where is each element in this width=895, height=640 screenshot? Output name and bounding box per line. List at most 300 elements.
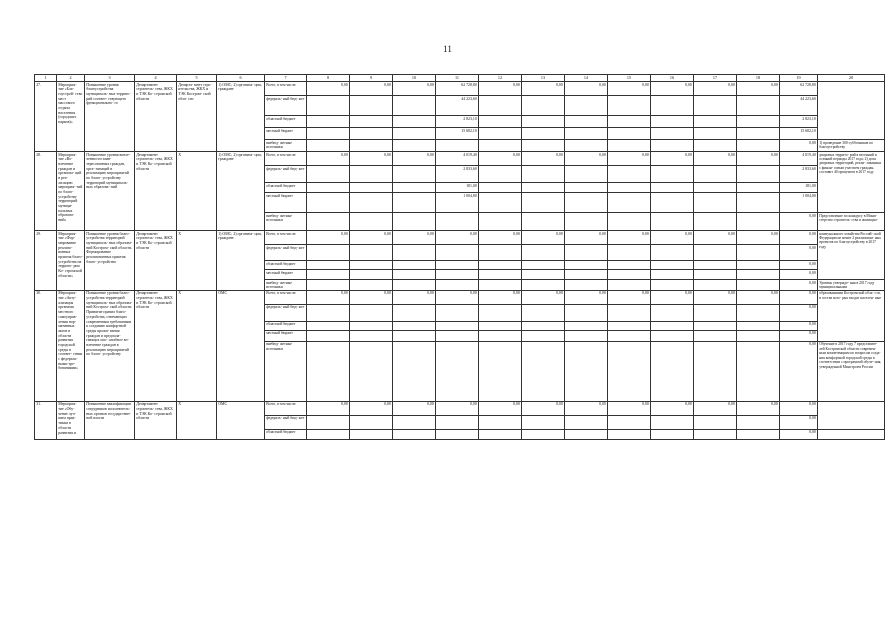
co-executor-cell: X xyxy=(177,231,217,291)
table-row xyxy=(35,231,885,245)
amount-cell xyxy=(608,96,651,116)
amount-cell xyxy=(651,341,694,401)
amount-cell xyxy=(651,304,694,321)
column-number-cell: 2 xyxy=(57,75,85,82)
amount-cell xyxy=(608,116,651,128)
amount-cell xyxy=(479,245,522,261)
amount-cell: 0,00 xyxy=(436,231,479,245)
amount-cell: 62 728,80 xyxy=(780,82,818,96)
amount-cell xyxy=(694,330,737,341)
amount-cell xyxy=(651,96,694,116)
amount-cell xyxy=(350,193,393,213)
amount-cell xyxy=(737,261,780,270)
amount-cell xyxy=(522,415,565,429)
amount-cell xyxy=(350,261,393,270)
amount-cell xyxy=(307,245,350,261)
amount-cell xyxy=(307,280,350,291)
amount-cell: 0,00 xyxy=(780,321,818,330)
amount-cell: 0,00 xyxy=(694,82,737,96)
amount-cell xyxy=(565,213,608,231)
amount-cell: 0,00 xyxy=(479,401,522,415)
amount-cell xyxy=(393,270,436,280)
column-number-row xyxy=(35,75,885,82)
amount-cell xyxy=(350,330,393,341)
amount-cell xyxy=(350,140,393,152)
amount-cell xyxy=(479,270,522,280)
amount-cell xyxy=(436,341,479,401)
funding-source-cell: федераль- ный бюд- жет xyxy=(265,166,307,183)
amount-cell xyxy=(651,321,694,330)
amount-cell xyxy=(350,429,393,439)
amount-cell xyxy=(651,213,694,231)
amount-cell: 0,00 xyxy=(522,231,565,245)
amount-cell xyxy=(479,321,522,330)
amount-cell xyxy=(436,245,479,261)
amount-cell xyxy=(393,193,436,213)
amount-cell xyxy=(393,429,436,439)
amount-cell: 0,00 xyxy=(694,401,737,415)
amount-cell xyxy=(479,261,522,270)
amount-cell: 0,00 xyxy=(608,82,651,96)
amount-cell: 2 823,10 xyxy=(780,116,818,128)
column-number-cell: 1 xyxy=(35,75,57,82)
funding-source-cell: областной бюджет xyxy=(265,261,307,270)
amount-cell xyxy=(737,341,780,401)
amount-cell xyxy=(565,96,608,116)
amount-cell: 0,00 xyxy=(780,429,818,439)
funding-source-cell: областной бюджет xyxy=(265,116,307,128)
measure-number-cell: 28. xyxy=(35,152,57,231)
column-number-cell: 7 xyxy=(265,75,307,82)
result-note-cell: Уровень утвержде- ния в 2017 году муниципальными xyxy=(818,280,885,291)
amount-cell: 0,00 xyxy=(565,231,608,245)
amount-cell xyxy=(393,304,436,321)
amount-cell xyxy=(479,193,522,213)
amount-cell xyxy=(608,270,651,280)
amount-cell: 0,00 xyxy=(307,82,350,96)
table-row xyxy=(35,401,885,415)
amount-cell xyxy=(608,166,651,183)
amount-cell: 0,00 xyxy=(307,152,350,166)
funding-source-cell: Всего, в том числе: xyxy=(265,231,307,245)
amount-cell xyxy=(608,261,651,270)
amount-cell xyxy=(694,341,737,401)
funding-source-cell: федераль- ный бюд- жет xyxy=(265,96,307,116)
funding-source-cell: внебюд- жетные источники xyxy=(265,140,307,152)
amount-cell xyxy=(651,193,694,213)
amount-cell: 0,00 xyxy=(737,82,780,96)
measure-goal-cell: Повышение уровня благо- устройства территорий муниципаль- ных образова- ний Костром- ской области. Формирование реализованных практик благо- устройства xyxy=(85,231,135,291)
amount-cell xyxy=(350,245,393,261)
amount-cell: 0,00 xyxy=(780,140,818,152)
participants-cell: 1) ОМС; 2) организа- ции, граждане xyxy=(217,152,265,231)
amount-cell xyxy=(522,280,565,291)
amount-cell xyxy=(436,213,479,231)
amount-cell: 0,00 xyxy=(737,401,780,415)
executor-cell: Департамент строитель- ства, ЖКХ и ТЭК Ко- стромской области xyxy=(135,401,177,439)
amount-cell xyxy=(608,321,651,330)
amount-cell xyxy=(522,166,565,183)
measure-number-cell: 30. xyxy=(35,290,57,401)
amount-cell xyxy=(737,193,780,213)
amount-cell xyxy=(608,341,651,401)
amount-cell xyxy=(522,183,565,193)
amount-cell xyxy=(565,183,608,193)
amount-cell: 15 682,10 xyxy=(436,128,479,140)
page-number: 11 xyxy=(443,44,452,54)
amount-cell: 0,00 xyxy=(780,341,818,401)
amount-cell xyxy=(694,304,737,321)
amount-cell xyxy=(565,429,608,439)
amount-cell xyxy=(522,304,565,321)
amount-cell: 0,00 xyxy=(651,290,694,304)
amount-cell xyxy=(651,116,694,128)
funding-source-cell: Всего, в том числе: xyxy=(265,152,307,166)
amount-cell xyxy=(393,330,436,341)
result-note-cell: образованиями Костромской обла- сти, в состав кото- рых входят населен- ные xyxy=(818,290,885,341)
amount-cell xyxy=(565,166,608,183)
amount-cell xyxy=(350,166,393,183)
executor-cell: Департамент строитель- ства, ЖКХ и ТЭК Ко- стромской области xyxy=(135,290,177,401)
amount-cell xyxy=(608,183,651,193)
amount-cell: 0,00 xyxy=(651,152,694,166)
amount-cell: 0,00 xyxy=(608,152,651,166)
amount-cell xyxy=(522,270,565,280)
amount-cell xyxy=(694,245,737,261)
amount-cell: 0,00 xyxy=(436,290,479,304)
amount-cell: 181,00 xyxy=(780,183,818,193)
amount-cell: 0,00 xyxy=(350,231,393,245)
table-row xyxy=(35,152,885,166)
amount-cell xyxy=(436,261,479,270)
amount-cell: 0,00 xyxy=(780,213,818,231)
funding-source-cell: Всего, в том числе: xyxy=(265,290,307,304)
amount-cell xyxy=(393,128,436,140)
amount-cell xyxy=(522,245,565,261)
amount-cell: 2 833,60 xyxy=(780,166,818,183)
amount-cell xyxy=(307,304,350,321)
amount-cell: 0,00 xyxy=(651,82,694,96)
amount-cell xyxy=(565,270,608,280)
amount-cell xyxy=(393,116,436,128)
result-note-cell xyxy=(818,82,885,140)
amount-cell: 0,00 xyxy=(307,290,350,304)
executor-cell: Департамент строитель- ства, ЖКХ и ТЭК Ко- стромской области xyxy=(135,231,177,291)
amount-cell: 0,00 xyxy=(565,401,608,415)
amount-cell xyxy=(737,96,780,116)
amount-cell xyxy=(393,96,436,116)
result-note-cell xyxy=(818,401,885,429)
amount-cell xyxy=(393,321,436,330)
amount-cell xyxy=(307,270,350,280)
table-row xyxy=(35,290,885,304)
funding-source-cell: федераль- ный бюд- жет xyxy=(265,304,307,321)
amount-cell xyxy=(694,261,737,270)
co-executor-cell: X xyxy=(177,290,217,401)
amount-cell: 181,00 xyxy=(436,183,479,193)
participants-cell: 1) ОМС; 2) организа- ции, граждане xyxy=(217,231,265,291)
column-number-cell: 12 xyxy=(479,75,522,82)
amount-cell: 0,00 xyxy=(479,231,522,245)
amount-cell xyxy=(522,116,565,128)
amount-cell xyxy=(307,341,350,401)
amount-cell xyxy=(737,415,780,429)
amount-cell xyxy=(479,330,522,341)
table-row xyxy=(35,82,885,96)
amount-cell xyxy=(694,116,737,128)
amount-cell xyxy=(694,140,737,152)
amount-cell: 0,00 xyxy=(780,304,818,321)
amount-cell: 0,00 xyxy=(350,290,393,304)
amount-cell xyxy=(651,270,694,280)
amount-cell xyxy=(694,96,737,116)
funding-source-cell: Всего, в том числе: xyxy=(265,401,307,415)
amount-cell xyxy=(479,140,522,152)
amount-cell xyxy=(737,183,780,193)
amount-cell: 0,00 xyxy=(522,82,565,96)
amount-cell: 0,00 xyxy=(307,231,350,245)
result-note-cell: дворовых террито- рий в весенний и осенний периоды 2017 года; 2) доля дворовых территорий, реали- зованных с финан- совым участием граждан, составит 40 процентов в 2017 году xyxy=(818,152,885,213)
amount-cell: 0,00 xyxy=(307,401,350,415)
amount-cell xyxy=(608,213,651,231)
funding-source-cell: федераль- ный бюд- жет xyxy=(265,245,307,261)
amount-cell xyxy=(737,321,780,330)
amount-cell xyxy=(350,321,393,330)
amount-cell: 0,00 xyxy=(393,290,436,304)
amount-cell xyxy=(479,128,522,140)
amount-cell xyxy=(436,330,479,341)
amount-cell xyxy=(479,341,522,401)
funding-source-cell: Всего, в том числе: xyxy=(265,82,307,96)
amount-cell xyxy=(651,128,694,140)
amount-cell xyxy=(694,166,737,183)
amount-cell xyxy=(436,321,479,330)
amount-cell xyxy=(307,140,350,152)
amount-cell xyxy=(307,330,350,341)
amount-cell: 0,00 xyxy=(393,401,436,415)
measure-name-cell: Мероприя- тие «Обу- чение луч- шим прак- тикам в области развития и xyxy=(57,401,85,439)
funding-source-cell: федераль- ный бюд- жет xyxy=(265,415,307,429)
co-executor-cell: X xyxy=(177,401,217,439)
amount-cell xyxy=(608,429,651,439)
column-number-cell: 20 xyxy=(818,75,885,82)
amount-cell xyxy=(436,415,479,429)
amount-cell xyxy=(350,415,393,429)
amount-cell xyxy=(393,166,436,183)
amount-cell xyxy=(608,280,651,291)
amount-cell: 0,00 xyxy=(350,152,393,166)
amount-cell: 0,00 xyxy=(694,152,737,166)
amount-cell: 62 728,80 xyxy=(436,82,479,96)
column-number-cell: 9 xyxy=(350,75,393,82)
amount-cell xyxy=(565,415,608,429)
amount-cell xyxy=(522,330,565,341)
amount-cell xyxy=(436,304,479,321)
amount-cell: 0,00 xyxy=(393,231,436,245)
amount-cell xyxy=(479,280,522,291)
amount-cell xyxy=(565,321,608,330)
amount-cell xyxy=(393,341,436,401)
amount-cell xyxy=(737,245,780,261)
participants-cell: ОМС xyxy=(217,290,265,401)
amount-cell xyxy=(436,270,479,280)
participants-cell: ОМС xyxy=(217,401,265,439)
funding-source-cell: местный бюджет xyxy=(265,193,307,213)
column-number-cell: 14 xyxy=(565,75,608,82)
amount-cell xyxy=(350,96,393,116)
result-note-cell: Обучение в 2017 году 7 представите- лей Костромской области современ- ным компетенциям по вопросам созда- ния комфортной городской среды в соответствии с программой обуче- ния, утвержденной Минстроем России xyxy=(818,341,885,401)
amount-cell xyxy=(737,128,780,140)
amount-cell xyxy=(479,183,522,193)
amount-cell xyxy=(350,270,393,280)
measure-number-cell: 27. xyxy=(35,82,57,152)
amount-cell xyxy=(522,96,565,116)
amount-cell: 44 223,60 xyxy=(780,96,818,116)
amount-cell xyxy=(393,183,436,193)
amount-cell xyxy=(651,183,694,193)
amount-cell: 0,00 xyxy=(393,82,436,96)
measure-name-cell: Мероприя- тие «Акту- ализация органами местного самоуправ- ления нор- мативных актов в области развития городской среды в соответ- ствии с федераль- ными тре- бованиями» xyxy=(57,290,85,401)
funding-source-cell: областной бюджет xyxy=(265,183,307,193)
measure-name-cell: Мероприя- тие «Бла- гоустрой- ство мест массового отдыха населения (городских парков)» xyxy=(57,82,85,152)
amount-cell: 0,00 xyxy=(780,290,818,304)
measure-number-cell: 31. xyxy=(35,401,57,439)
amount-cell xyxy=(565,280,608,291)
amount-cell xyxy=(307,128,350,140)
amount-cell xyxy=(651,140,694,152)
amount-cell: 0,00 xyxy=(780,245,818,261)
amount-cell xyxy=(694,321,737,330)
funding-source-cell: местный бюджет xyxy=(265,270,307,280)
amount-cell xyxy=(436,280,479,291)
amount-cell: 1 004,80 xyxy=(780,193,818,213)
amount-cell: 0,00 xyxy=(565,152,608,166)
program-measures-table xyxy=(34,74,885,440)
amount-cell: 0,00 xyxy=(780,280,818,291)
column-number-cell: 19 xyxy=(780,75,818,82)
amount-cell xyxy=(694,429,737,439)
amount-cell: 0,00 xyxy=(522,401,565,415)
amount-cell: 0,00 xyxy=(737,152,780,166)
amount-cell xyxy=(522,429,565,439)
amount-cell xyxy=(737,304,780,321)
amount-cell: 0,00 xyxy=(780,231,818,245)
amount-cell xyxy=(694,193,737,213)
amount-cell xyxy=(307,116,350,128)
column-number-cell: 16 xyxy=(651,75,694,82)
amount-cell xyxy=(608,128,651,140)
participants-cell: 1) ОМС; 2) организа- ции, граждане xyxy=(217,82,265,152)
column-number-cell: 13 xyxy=(522,75,565,82)
amount-cell xyxy=(608,330,651,341)
amount-cell: 0,00 xyxy=(479,290,522,304)
amount-cell xyxy=(651,261,694,270)
column-number-cell: 15 xyxy=(608,75,651,82)
amount-cell xyxy=(479,415,522,429)
amount-cell xyxy=(608,304,651,321)
funding-source-cell: местный бюджет xyxy=(265,330,307,341)
column-number-cell: 11 xyxy=(436,75,479,82)
amount-cell xyxy=(522,261,565,270)
amount-cell: 0,00 xyxy=(780,401,818,415)
amount-cell xyxy=(565,304,608,321)
column-number-cell: 18 xyxy=(737,75,780,82)
executor-cell: Департамент строитель- ства, ЖКХ и ТЭК Ко- стромской области xyxy=(135,152,177,231)
table-body xyxy=(35,75,885,440)
amount-cell: 0,00 xyxy=(780,261,818,270)
amount-cell xyxy=(522,321,565,330)
column-number-cell: 4 xyxy=(135,75,177,82)
amount-cell xyxy=(350,213,393,231)
amount-cell xyxy=(307,193,350,213)
amount-cell xyxy=(393,415,436,429)
amount-cell xyxy=(737,213,780,231)
funding-source-cell: внебюд- жетные источники xyxy=(265,341,307,401)
result-note-cell xyxy=(818,429,885,439)
result-note-cell: 1) проведение 300 субботников по благоустройству xyxy=(818,140,885,152)
amount-cell xyxy=(522,213,565,231)
amount-cell: 0,00 xyxy=(608,290,651,304)
amount-cell: 0,00 xyxy=(350,82,393,96)
amount-cell xyxy=(436,140,479,152)
amount-cell xyxy=(565,116,608,128)
amount-cell xyxy=(522,193,565,213)
amount-cell xyxy=(393,213,436,231)
amount-cell xyxy=(522,140,565,152)
amount-cell xyxy=(737,429,780,439)
amount-cell: 0,00 xyxy=(350,401,393,415)
measure-name-cell: Мероприя- тие «Фор- мирование реализо- ванных практик благо- устройства на террито- рии Ко- стромской области» xyxy=(57,231,85,291)
amount-cell: 0,00 xyxy=(436,401,479,415)
amount-cell xyxy=(651,429,694,439)
column-number-cell: 6 xyxy=(217,75,265,82)
measure-goal-cell: Повышение уровня вовле- ченности заин- тересованных граждан, орга- низаций в реализацию мероприятий по благо- устройству территорий муниципаль- ных образова- ний xyxy=(85,152,135,231)
amount-cell xyxy=(350,341,393,401)
amount-cell: 2 823,10 xyxy=(436,116,479,128)
amount-cell xyxy=(307,261,350,270)
amount-cell xyxy=(565,341,608,401)
amount-cell xyxy=(479,166,522,183)
amount-cell xyxy=(651,330,694,341)
amount-cell xyxy=(565,140,608,152)
funding-source-cell: областной бюджет xyxy=(265,429,307,439)
amount-cell: 0,00 xyxy=(522,290,565,304)
amount-cell xyxy=(694,183,737,193)
amount-cell xyxy=(479,304,522,321)
amount-cell xyxy=(307,96,350,116)
column-number-cell: 3 xyxy=(85,75,135,82)
amount-cell xyxy=(436,429,479,439)
amount-cell: 2 833,60 xyxy=(436,166,479,183)
amount-cell xyxy=(307,415,350,429)
result-note-cell: Представление по конкурсу в Мини- стерство строитель- ства и жилищно- xyxy=(818,213,885,231)
amount-cell xyxy=(522,341,565,401)
amount-cell xyxy=(393,261,436,270)
amount-cell xyxy=(307,183,350,193)
amount-cell: 0,00 xyxy=(608,231,651,245)
amount-cell: 0,00 xyxy=(780,415,818,429)
amount-cell xyxy=(651,245,694,261)
amount-cell xyxy=(307,213,350,231)
amount-cell xyxy=(393,140,436,152)
amount-cell: 1 004,80 xyxy=(436,193,479,213)
amount-cell xyxy=(694,415,737,429)
amount-cell xyxy=(651,166,694,183)
amount-cell xyxy=(737,280,780,291)
amount-cell xyxy=(393,280,436,291)
measure-number-cell: 29. xyxy=(35,231,57,291)
executor-cell: Департамент строитель- ства, ЖКХ и ТЭК Ко- стромской области xyxy=(135,82,177,152)
